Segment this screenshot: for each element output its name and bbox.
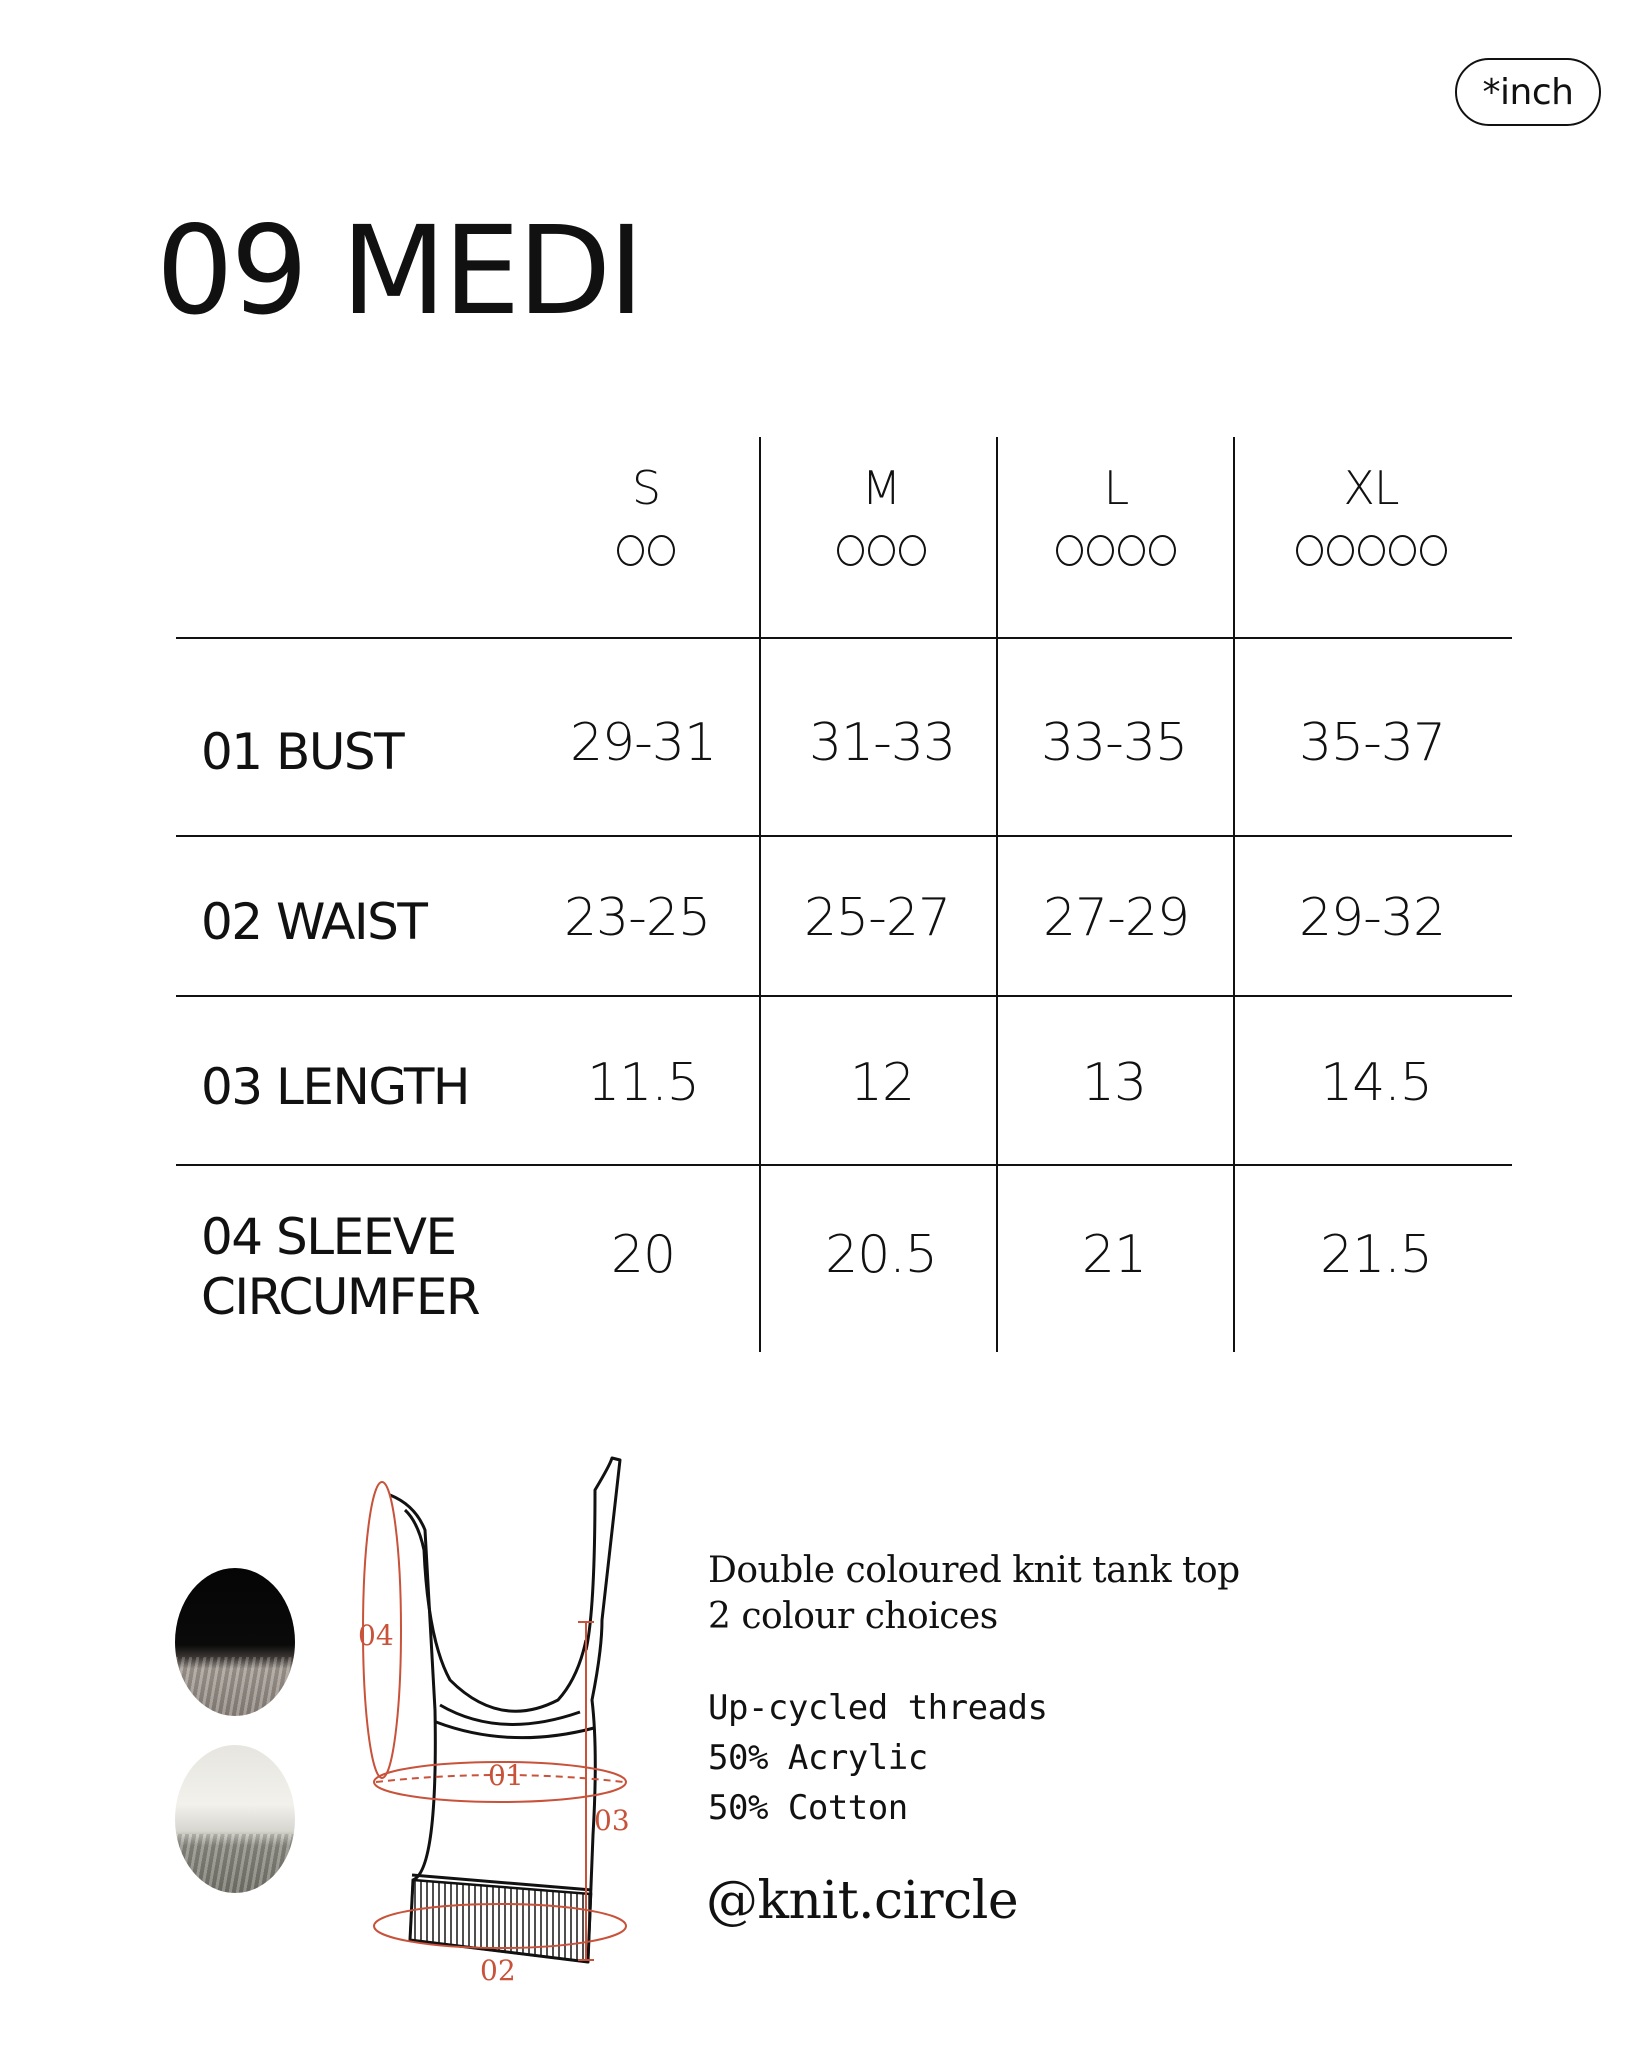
material-line: 50% Acrylic [708,1738,928,1778]
table-cell: 14.5 [1320,1053,1432,1113]
table-cell: 13 [1081,1053,1147,1113]
material-info [708,1683,1048,1833]
table-cell: 35-37 [1298,713,1446,773]
row-label-length: 03 LENGTH [201,1058,469,1116]
size-label: XL [1343,461,1399,515]
table-divider [176,995,1512,997]
size-dot [1149,535,1176,566]
description-line: 2 colour choices [708,1596,998,1637]
size-dot [648,535,675,566]
size-dot [1327,535,1354,566]
table-cell: 20.5 [825,1225,937,1285]
table-cell: 29-31 [569,713,717,773]
size-header-m [781,461,981,566]
table-divider [759,437,761,1352]
size-dots [1016,535,1216,566]
product-description [708,1548,1240,1640]
table-cell: 33-35 [1040,713,1188,773]
unit-badge: *inch [1455,58,1601,126]
table-cell: 29-32 [1298,888,1446,948]
size-dots [781,535,981,566]
size-header-xl [1271,461,1471,566]
table-divider [996,437,998,1352]
table-cell: 20 [610,1225,676,1285]
page-title: 09 MEDI [156,200,642,342]
size-dot [617,535,644,566]
measure-label-03: 03 [594,1804,630,1837]
table-cell: 12 [849,1053,915,1113]
size-dot [837,535,864,566]
size-table [176,437,1512,1352]
size-dot [1389,535,1416,566]
size-dot [1056,535,1083,566]
table-cell: 23-25 [563,888,711,948]
row-label-waist: 02 WAIST [201,893,427,951]
table-cell: 25-27 [803,888,951,948]
table-divider [176,835,1512,837]
measure-label-01: 01 [488,1759,524,1792]
row-label-sleeve: 04 SLEEVE CIRCUMFER [201,1208,480,1326]
material-line: Up-cycled threads [708,1688,1048,1728]
description-line: Double coloured knit tank top [708,1550,1240,1591]
size-header-s [546,461,746,566]
swatch-white [175,1745,295,1893]
size-dot [899,535,926,566]
size-dots [1271,535,1471,566]
size-header-l [1016,461,1216,566]
swatch-black [175,1568,295,1716]
measure-label-02: 02 [480,1954,516,1987]
size-dot [1358,535,1385,566]
table-cell: 21.5 [1320,1225,1432,1285]
size-label: M [861,461,901,515]
size-label: S [631,461,661,515]
table-divider [1233,437,1235,1352]
size-dot [1087,535,1114,566]
table-cell: 27-29 [1042,888,1190,948]
social-handle: @knit.circle [706,1871,1019,1931]
table-cell: 31-33 [808,713,956,773]
size-dot [1118,535,1145,566]
size-label: L [1103,461,1129,515]
table-cell: 21 [1081,1225,1147,1285]
size-dot [868,535,895,566]
material-line: 50% Cotton [708,1788,908,1828]
table-divider [176,637,1512,639]
tank-top-diagram [340,1450,670,1990]
table-cell: 11.5 [587,1053,699,1113]
measure-label-04: 04 [358,1619,394,1652]
row-label-bust: 01 BUST [201,723,404,781]
table-divider [176,1164,1512,1166]
size-dot [1296,535,1323,566]
size-dots [546,535,746,566]
size-dot [1420,535,1447,566]
